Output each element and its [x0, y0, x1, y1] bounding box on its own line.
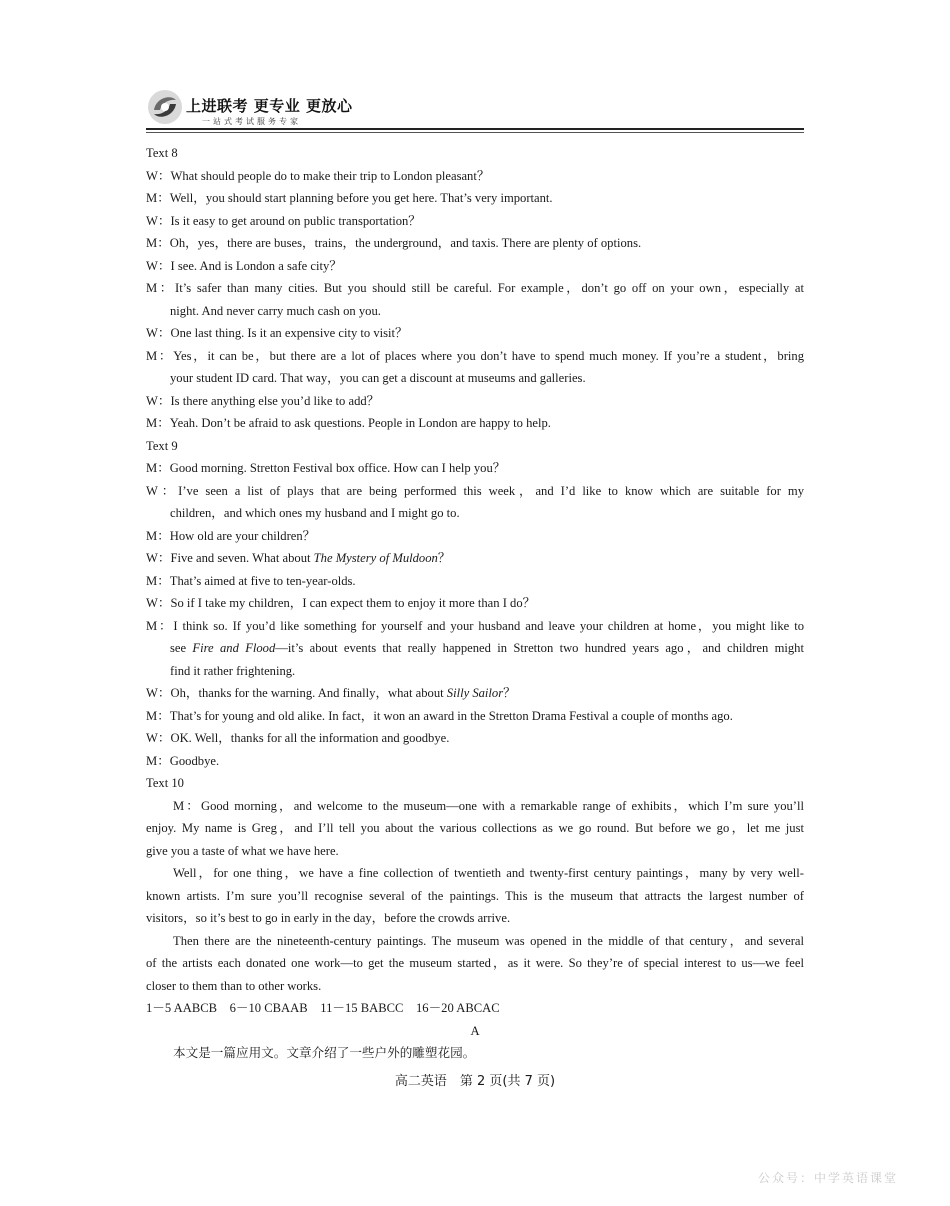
monologue-line: Well，for one thing，we have a fine collection of twentieth and twenty-first century paintings，many by very well-	[173, 866, 804, 880]
monologue-line: closer to them than to other works.	[146, 978, 322, 993]
dialogue-text: W：Oh，thanks for the warning. And finally，what about	[146, 686, 447, 700]
section-a-intro: 本文是一篇应用文。文章介绍了一些户外的雕塑花园。	[173, 1045, 476, 1060]
dialogue-line: M：How old are your children？	[146, 528, 316, 543]
page-number-footer: 高二英语 第 2 页(共 7 页)	[394, 1074, 556, 1089]
dialogue-line: M：It’s safer than many cities. But you should still be careful. For example，don’t go off on your own，especially at	[146, 281, 804, 295]
dialogue-line: W：OK. Well，thanks for all the information and goodbye.	[146, 731, 450, 745]
monologue-line: of the artists each donated one work—to get the museum started，as it were. So they’re of special interest to us—we feel	[146, 956, 804, 970]
document-body	[146, 142, 804, 1065]
monologue-line: give you a taste of what we have here.	[146, 843, 339, 858]
dialogue-line-continued: children，and which ones my husband and I might go to.	[170, 506, 460, 520]
dialogue-text: ？	[437, 551, 451, 565]
monologue-line: known artists. I’m sure you’ll recognise several of the paintings. This is the museum that attracts the largest number of	[146, 888, 804, 903]
section-title-text9: Text 9	[146, 438, 178, 453]
dialogue-line: M：Goodbye.	[146, 753, 220, 768]
dialogue-line: M：That’s aimed at five to ten-year-olds.	[146, 573, 356, 588]
monologue-line: visitors，so it’s best to go in early in the day，before the crowds arrive.	[146, 911, 511, 925]
dialogue-text: see	[170, 641, 193, 655]
dialogue-line: M：I think so. If you’d like something for yourself and your husband and leave your children at home，you might like to	[146, 618, 804, 633]
dialogue-line-continued: night. And never carry much cash on you.	[170, 303, 381, 318]
dialogue-line-continued: find it rather frightening.	[170, 663, 296, 678]
watermark: 公众号：中学英语课堂	[757, 1171, 898, 1185]
brand-logo-icon	[146, 88, 184, 126]
dialogue-line: M：Good morning. Stretton Festival box office. How can I help you？	[146, 461, 506, 475]
dialogue-line: W：What should people do to make their trip to London pleasant？	[146, 168, 490, 183]
page-header	[146, 88, 804, 134]
section-heading-a: A	[470, 1023, 480, 1038]
header-divider-thin	[146, 132, 804, 133]
dialogue-line: M：Well，you should start planning before you get here. That’s very important.	[146, 191, 553, 205]
dialogue-line: W：One last thing. Is it an expensive city to visit？	[146, 326, 408, 340]
dialogue-line: M：Yes，it can be，but there are a lot of places where you don’t have to spend much money. If you’re a student，bring	[146, 348, 804, 363]
play-title: Fire and Flood	[192, 641, 276, 655]
dialogue-text: W：Five and seven. What about	[146, 551, 314, 565]
answer-key: 1－5 AABCB 6－10 CBAAB 11－15 BABCC 16－20 ABCAC	[146, 1001, 500, 1015]
dialogue-line	[146, 547, 804, 570]
dialogue-line: M：Oh，yes，there are buses，trains，the underground，and taxis. There are plenty of options.	[146, 236, 642, 250]
dialogue-line: W：So if I take my children，I can expect them to enjoy it more than I do？	[146, 596, 536, 610]
dialogue-line: W：Is there anything else you’d like to add？	[146, 393, 380, 408]
dialogue-line: M：That’s for young and old alike. In fact，it won an award in the Stretton Drama Festival a couple of months ago.	[146, 708, 733, 723]
dialogue-line-continued	[146, 637, 804, 660]
dialogue-line: W：I see. And is London a safe city？	[146, 258, 342, 273]
monologue-line: enjoy. My name is Greg，and I’ll tell you about the various collections as we go round. But before we go，let me just	[146, 821, 804, 835]
header-sub-slogan: 一站式考试服务专家	[202, 117, 301, 126]
dialogue-line	[146, 682, 804, 705]
header-divider-thick	[146, 128, 804, 130]
dialogue-line: W：Is it easy to get around on public transportation？	[146, 213, 421, 228]
dialogue-line: M：Yeah. Don’t be afraid to ask questions. People in London are happy to help.	[146, 416, 551, 430]
header-slogan: 上进联考 更专业 更放心	[186, 97, 353, 115]
dialogue-text: —it’s about events that really happened in Stretton two hundred years ago，and children might	[275, 641, 804, 655]
dialogue-line-continued: your student ID card. That way，you can get a discount at museums and galleries.	[170, 371, 586, 385]
play-title: The Mystery of Muldoon	[313, 551, 438, 565]
play-title: Silly Sailor	[446, 686, 504, 700]
section-title-text10: Text 10	[146, 776, 184, 790]
section-title-text8: Text 8	[146, 146, 178, 160]
monologue-line: Then there are the nineteenth-century paintings. The museum was opened in the middle of that century，and several	[173, 933, 804, 948]
dialogue-text: ？	[503, 686, 516, 700]
monologue-line: M：Good morning，and welcome to the museum—one with a remarkable range of exhibits，which I’m sure you’ll	[173, 798, 804, 813]
dialogue-line: W：I’ve seen a list of plays that are being performed this week，and I’d like to know which are suitable for my	[146, 483, 804, 498]
